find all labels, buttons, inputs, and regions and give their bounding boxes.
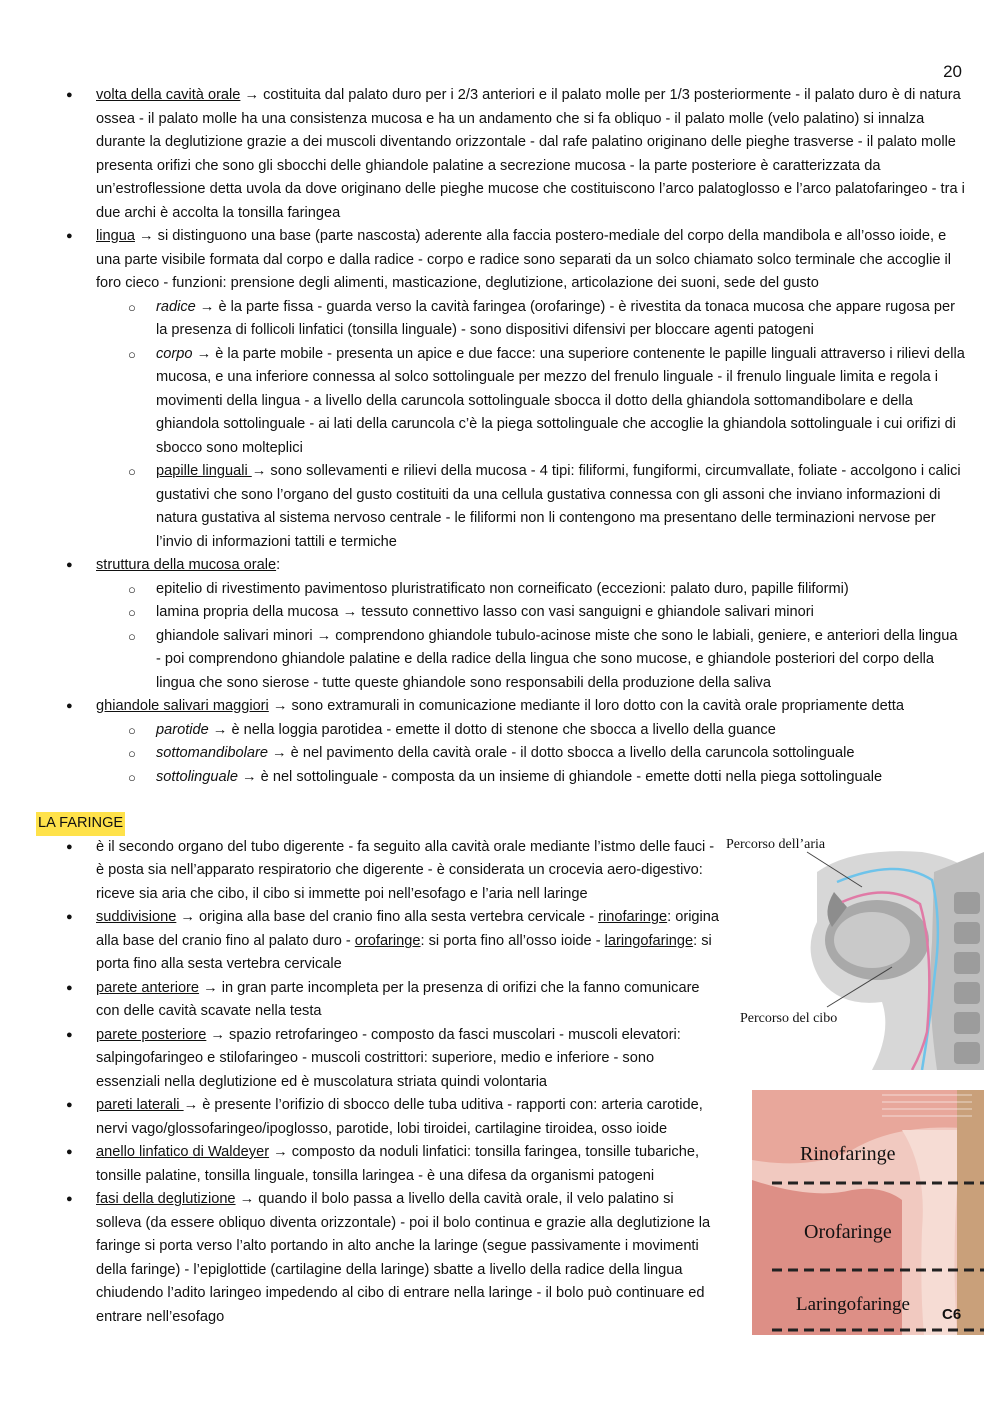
subbullet-lamina-propria bbox=[36, 601, 966, 625]
subbullet-sottolinguale bbox=[36, 766, 966, 790]
bullet-text: → in gran parte incompleta per la presenza di orifizi che la fanno comunicare con delle cavità scavate nella testa bbox=[96, 979, 700, 1019]
bullet-text: : si porta fino alla sesta vertebra cervicale bbox=[96, 932, 712, 972]
bullet-parete-posteriore bbox=[36, 1024, 721, 1095]
bullet-lingua bbox=[36, 225, 966, 296]
bullet-fasi-deglutizione bbox=[36, 1188, 721, 1329]
term: pareti laterali bbox=[96, 1097, 184, 1113]
term: anello linfatico di Waldeyer bbox=[96, 1144, 270, 1160]
subbullet-papille-linguali bbox=[36, 460, 966, 554]
bullet-text: → è presente l’orifizio di sbocco delle tuba uditiva - rapporti con: arteria carotide, nervi vago/glossofaringeo/ipoglosso, parotide, lobi tiroidei, cartilagine tiroidea, osso ioide bbox=[96, 1097, 703, 1137]
bullet-parete-anteriore bbox=[36, 977, 721, 1024]
bullet-struttura-mucosa bbox=[36, 554, 966, 578]
term: sottomandibolare bbox=[156, 745, 268, 761]
bullet-text: : si porta fino all’osso ioide - bbox=[420, 932, 605, 949]
subbullet-sottomandibolare bbox=[36, 742, 966, 766]
bullet-text: → sono extramurali in comunicazione mediante il loro dotto con la cavità orale propriamente detta bbox=[268, 698, 904, 714]
bullet-text: → è la parte fissa - guarda verso la cavità faringea (orofaringe) - è rivestita da tonaca mucosa che appare rugosa per la presenza di follicoli linfatici (tonsilla linguale) - sono dispositivi difensivi per bloccare agenti patogeni bbox=[156, 298, 956, 338]
term: volta della cavità orale bbox=[96, 87, 241, 103]
term-orofaringe: orofaringe bbox=[354, 932, 421, 949]
figure-pharynx-subdivisions bbox=[752, 1090, 984, 1335]
term-rinofaringe: rinofaringe bbox=[598, 909, 668, 925]
label-air-path: Percorso dell’aria bbox=[726, 837, 826, 852]
bullet-volta-cavita-orale bbox=[36, 84, 966, 225]
bullet-text: → quando il bolo passa a livello della cavità orale, il velo palatino si solleva (da essere obliquo diventa orizzontale) - poi il bolo continua e grazie alla deglutizione la faringe si porta verso l’alto portando in alto anche la laringe (segue passivamente i movimenti della faringe) - l’epiglottide (cartilagine della laringe) sbatte a livello della radice della lingua chiudendo l’adito laringeo impedendo al cibo di entrare nella laringe - il bolo può continuare ed entrare nell’esofago bbox=[96, 1191, 711, 1325]
bullet-text: → è nel sottolinguale - composta da un insieme di ghiandole - emette dotti nella piega sottolinguale bbox=[237, 768, 883, 785]
bullet-text: → si distinguono una base (parte nascosta) aderente alla faccia postero-mediale del corpo della mandibola e all’osso ioide, e una parte visibile formata dal corpo e dalla radice - corpo e radice sono separati da un solco chiamato solco terminale che accoglie il foro cieco - funzioni: prensione degli alimenti, masticazione, deglutizione, articolazione dei suoni, sede del gusto bbox=[96, 228, 952, 291]
label-orofaringe: Orofaringe bbox=[804, 1221, 892, 1243]
section-title: LA FARINGE bbox=[36, 812, 125, 836]
bullet-anello-waldeyer bbox=[36, 1141, 721, 1188]
bullet-text: : bbox=[276, 557, 281, 573]
term: struttura della mucosa orale bbox=[96, 557, 277, 573]
bullet-text: è il secondo organo del tubo digerente - fa seguito alla cavità orale mediante l’istmo delle fauci - è posta sia nell’apparato respiratorio che digerente - è considerata un crocevia aero-digestivo: riceve sia aria che cibo, il cibo si immette poi nell’esofago e l’aria nell laringe bbox=[96, 838, 715, 902]
term: lingua bbox=[96, 228, 135, 244]
bullet-text: → costituita dal palato duro per i 2/3 anteriori e il palato molle per 1/3 posteriormente - il palato duro è di natura ossea - il palato molle ha una consistenza mucosa e ha un andamento che si fa obliquo - il palato molle (velo palatino) si innalza durante la deglutizione grazie a dei muscoli diventando orizzontale - dal rafe palatino originano delle pieghe trasverse - il palato molle presenta orifizi che sono gli sbocchi delle ghiandole palatine a secrezione mucosa - la parte posteriore è caratterizzata da un’estroflessione detta uvola da dove originano delle pieghe mucose che costituiscono l’arco palatoglosso e l’arco palatofaringeo - tra i due archi è accolta la tonsilla faringea bbox=[96, 87, 965, 221]
bullet-pareti-laterali bbox=[36, 1094, 721, 1141]
label-laringofaringe: Laringofaringe bbox=[796, 1294, 910, 1315]
figure-air-food-path bbox=[722, 832, 984, 1070]
bullet-text: epitelio di rivestimento pavimentoso pluristratificato non corneificato (eccezioni: palato duro, papille filiformi) bbox=[156, 580, 849, 597]
term: corpo bbox=[156, 345, 193, 362]
bullet-text: → sono sollevamenti e rilievi della mucosa - 4 tipi: filiformi, fungiformi, circumvallate, foliate - accolgono i calici gustativi che sono l’organo del gusto costituiti da una cellula gustativa connessa con gli assoni che inviano informazioni di natura gustativa al sistema nervoso centrale - le filiformi non li contengono ma presentano delle terminazioni nervose per l’invio di informazioni tattili e termiche bbox=[156, 463, 961, 550]
subbullet-corpo bbox=[36, 343, 966, 461]
term: suddivisione bbox=[96, 909, 177, 925]
term: sottolinguale bbox=[156, 768, 238, 785]
bullet-text: ghiandole salivari minori → comprendono ghiandole tubulo-acinose miste che sono le labiali, geniere, e anteriori della lingua - poi comprendono ghiandole palatine e della radice della lingua che sono mucose, e ghiandole posteriori del corpo della lingua che sono sierose - tutte queste ghiandole sono responsabili della produzione della saliva bbox=[156, 627, 958, 691]
bullet-text: → spazio retrofaringeo - composto da fasci muscolari - muscoli elevatori: salpingofaringeo e stilofaringeo - muscoli costrittori: superiore, medio e inferiore - sono essenziali nella deglutizione ed è muscolatura striata quindi volontaria bbox=[96, 1026, 681, 1090]
faringe-section bbox=[36, 836, 721, 1330]
term: parotide bbox=[156, 721, 209, 738]
term: fasi della deglutizione bbox=[96, 1191, 236, 1207]
bullet-text: → è nel pavimento della cavità orale - il dotto sbocca a livello della caruncola sottolinguale bbox=[267, 745, 855, 761]
subbullet-epitelio bbox=[36, 578, 966, 602]
bullet-text: → composto da noduli linfatici: tonsilla faringea, tonsille tubariche, tonsille palatine, tonsilla linguale, tonsilla laringea - è una difesa da organismi patogeni bbox=[96, 1144, 700, 1184]
bullet-text: → è la parte mobile - presenta un apice e due facce: una superiore contenente le papille linguali attraverso i rilievi della mucosa, e una inferiore connessa al solco sottolinguale per mezzo del frenulo linguale - il frenulo linguale limita e regola i movimenti della lingua - a livello della caruncola sottolinguale sbocca il dotto della ghiandola sottomandibolare e della ghiandola sottolinguale - ai lati della caruncola c’è la piega sottolinguale che accoglie la ghiandola sottolinguale i cui orifizi di sbocco sono molteplici bbox=[156, 345, 965, 456]
label-food-path: Percorso del cibo bbox=[740, 1011, 838, 1026]
label-c6: C6 bbox=[942, 1306, 962, 1323]
subbullet-parotide bbox=[36, 719, 966, 743]
term: parete anteriore bbox=[96, 979, 200, 996]
bullet-text: : origina alla base del cranio fino al palato duro - bbox=[96, 909, 720, 949]
subbullet-ghiandole-minori bbox=[36, 625, 966, 696]
term: parete posteriore bbox=[96, 1026, 207, 1043]
label-rinofaringe: Rinofaringe bbox=[800, 1143, 896, 1165]
bullet-text: → è nella loggia parotidea - emette il dotto di stenone che sbocca a livello della guance bbox=[208, 721, 776, 738]
bullet-faringe-intro bbox=[36, 836, 721, 907]
term: radice bbox=[156, 298, 196, 315]
bullet-text: → origina alla base del cranio fino alla sesta vertebra cervicale - bbox=[176, 909, 599, 925]
term: papille linguali bbox=[156, 463, 252, 479]
term: ghiandole salivari maggiori bbox=[96, 698, 269, 714]
bullet-text: lamina propria della mucosa → tessuto connettivo lasso con vasi sanguigni e ghiandole salivari minori bbox=[156, 604, 814, 620]
bullet-ghiandole-maggiori bbox=[36, 695, 966, 719]
subbullet-radice bbox=[36, 296, 966, 343]
term-laringofaringe: laringofaringe bbox=[604, 932, 694, 949]
bullet-suddivisione bbox=[36, 906, 721, 977]
page-number: 20 bbox=[943, 62, 962, 81]
